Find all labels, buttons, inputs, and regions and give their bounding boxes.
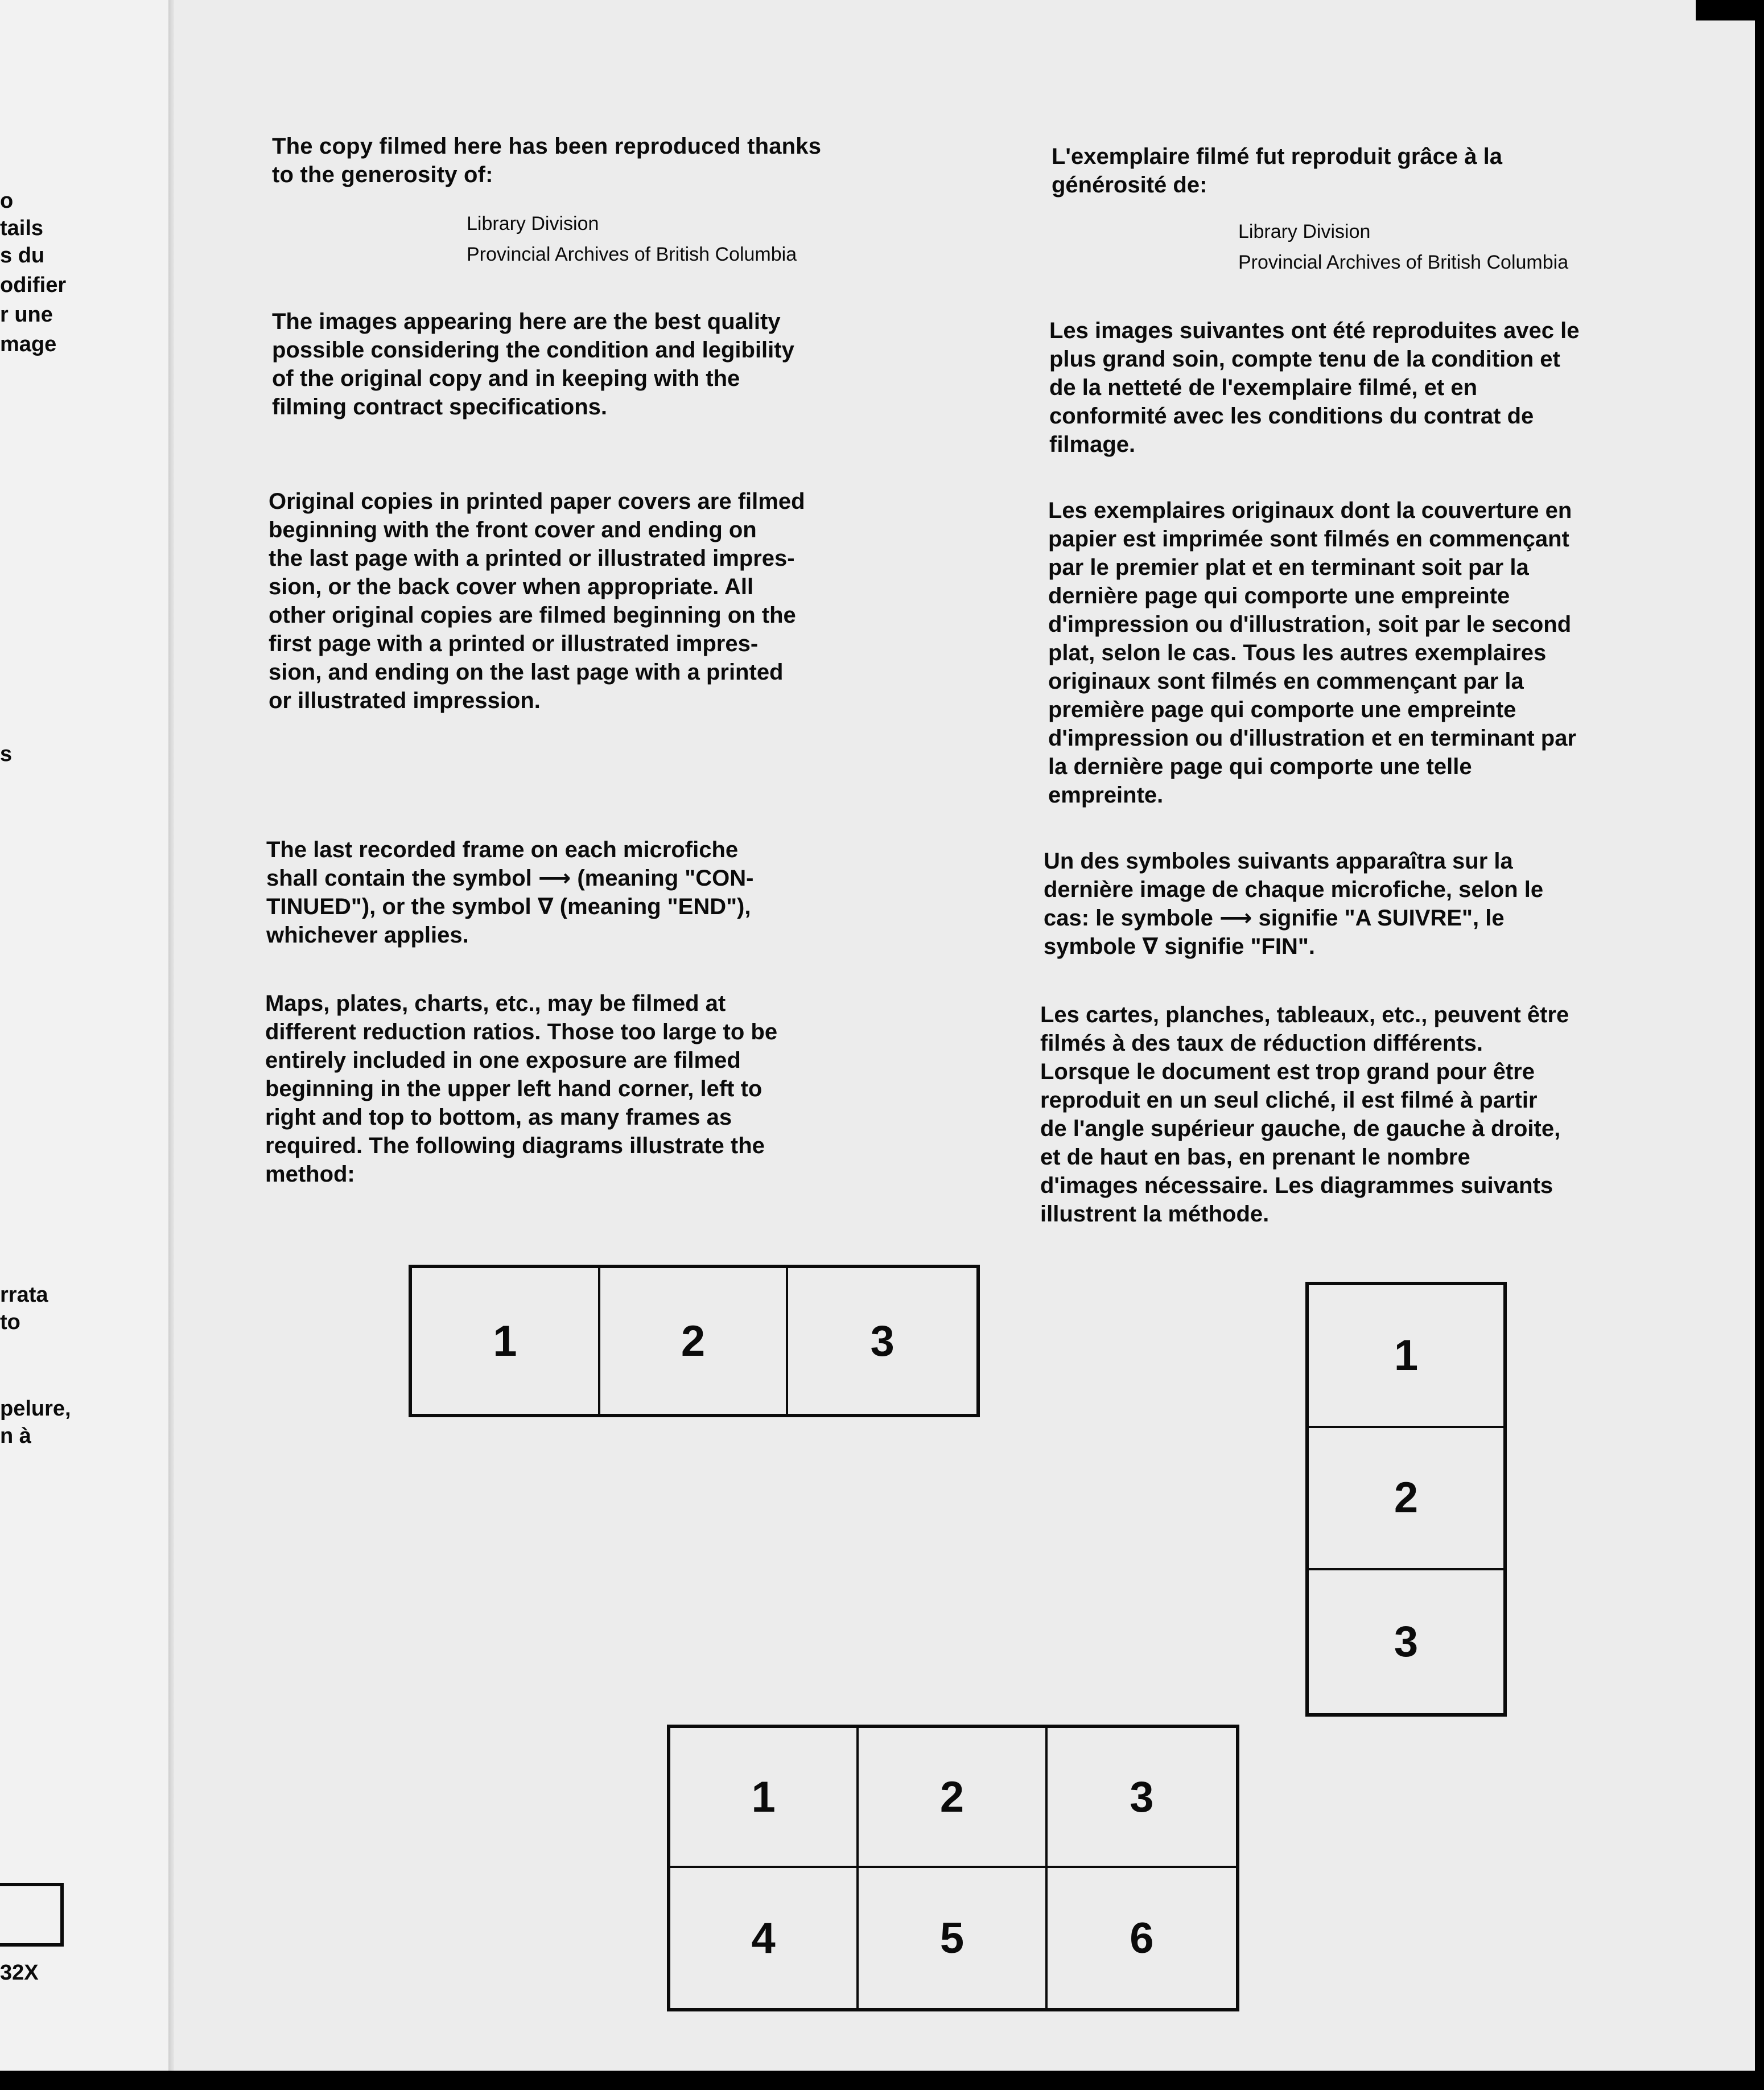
french-intro: L'exemplaire filmé fut reproduit grâce à la générosité de: bbox=[1052, 144, 1502, 198]
scan-border-right bbox=[1755, 0, 1764, 2090]
french-quality-paragraph: Les images suivantes ont été reproduites avec le plus grand soin, compte tenu de la condition et de la netteté de l'exemplaire filmé, et en conformité avec les conditions du contrat de filmage. bbox=[1049, 318, 1580, 457]
resolution-target-box bbox=[0, 1883, 64, 1947]
frame-cell: 3 bbox=[1394, 1618, 1419, 1667]
english-intro: The copy filmed here has been reproduced thanks to the generosity of: bbox=[272, 134, 822, 187]
fragment-text: to bbox=[0, 1310, 20, 1334]
english-symbols-paragraph: The last recorded frame on each microfiche shall contain the symbol ⟶ (meaning "CON- TINUED"), or the symbol ∇ (meaning "END"), whichever applies. bbox=[266, 837, 754, 948]
scan-border-top bbox=[1696, 0, 1764, 20]
fragment-text: pelure, bbox=[0, 1397, 71, 1421]
english-maps-paragraph: Maps, plates, charts, etc., may be filmed at different reduction ratios. Those too large to be entirely included in one exposure are filmed beginning in the upper left hand corner, left to right and top to bottom, as many frames as required. The following diagrams illustrate the method: bbox=[265, 991, 778, 1187]
frame-cell: 1 bbox=[412, 1268, 600, 1414]
french-maps-paragraph: Les cartes, planches, tableaux, etc., peuvent être filmés à des taux de réduction différents. Lorsque le document est trop grand pour être reproduit en un seul cliché, il est filmé à partir de l'angle supérieur gauche, de gauche à droite, et de haut en bas, en prenant le nombre d'images nécessaire. Les diagrammes suivants illustrent la méthode. bbox=[1040, 1002, 1569, 1227]
frame-cell: 1 bbox=[1309, 1285, 1503, 1428]
french-library-credit: Library Division Provincial Archives of British Columbia bbox=[1238, 221, 1569, 273]
horizontal-frame-diagram bbox=[409, 1265, 980, 1417]
frame-cell: 2 bbox=[859, 1728, 1047, 1868]
frame-cell: 2 bbox=[1309, 1428, 1503, 1571]
frame-cell: 6 bbox=[1130, 1914, 1154, 1963]
page-edge bbox=[168, 0, 174, 2090]
fragment-text: rrata bbox=[0, 1283, 48, 1307]
adjacent-page-fragment bbox=[0, 0, 171, 2090]
english-quality-paragraph: The images appearing here are the best quality possible considering the condition and legibility of the original copy and in keeping with the filming contract specifications. bbox=[272, 309, 794, 419]
fragment-text: mage bbox=[0, 332, 57, 356]
frame-cell: 5 bbox=[859, 1868, 1047, 2008]
frame-cell: 3 bbox=[1048, 1728, 1236, 1868]
fragment-text: r une bbox=[0, 303, 53, 327]
grid-frame-diagram bbox=[667, 1725, 1239, 2011]
fragment-text: tails bbox=[0, 216, 44, 240]
fragment-text: o bbox=[0, 189, 14, 213]
english-originals-paragraph: Original copies in printed paper covers are filmed beginning with the front cover and ending on the last page with a printed or illustrated impres- sion, or the back cover when appropriate. All other original copies are filmed beginning on the first page with a printed or illustrated impres- sion, and ending on the last page with a printed or illustrated impression. bbox=[269, 489, 805, 713]
fragment-text: s du bbox=[0, 244, 45, 268]
english-library-credit: Library Division Provincial Archives of British Columbia bbox=[467, 213, 797, 265]
frame-cell: 1 bbox=[670, 1728, 859, 1868]
reduction-label: 32X bbox=[0, 1961, 39, 1985]
fragment-text: n à bbox=[0, 1424, 31, 1448]
frame-cell: 4 bbox=[670, 1868, 859, 2008]
french-originals-paragraph: Les exemplaires originaux dont la couverture en papier est imprimée sont filmés en commençant par le premier plat et en terminant soit par la dernière page qui comporte une empreinte d'impression ou d'illustration, soit par le second plat, selon le cas. Tous les autres exemplaires originaux sont filmés en commençant par la première page qui comporte une empreinte d'impression ou d'illustration et en terminant par la dernière page qui comporte une telle empreinte. bbox=[1048, 498, 1577, 808]
fragment-text: odifier bbox=[0, 273, 67, 297]
vertical-frame-diagram bbox=[1305, 1282, 1507, 1717]
fragment-text: s bbox=[0, 742, 13, 766]
scan-border-bottom bbox=[0, 2071, 1764, 2090]
frame-cell: 2 bbox=[600, 1268, 789, 1414]
french-symbols-paragraph: Un des symboles suivants apparaîtra sur la dernière image de chaque microfiche, selon le cas: le symbole ⟶ signifie "A SUIVRE", le symbole ∇ signifie "FIN". bbox=[1044, 849, 1544, 959]
frame-cell: 3 bbox=[870, 1316, 895, 1365]
